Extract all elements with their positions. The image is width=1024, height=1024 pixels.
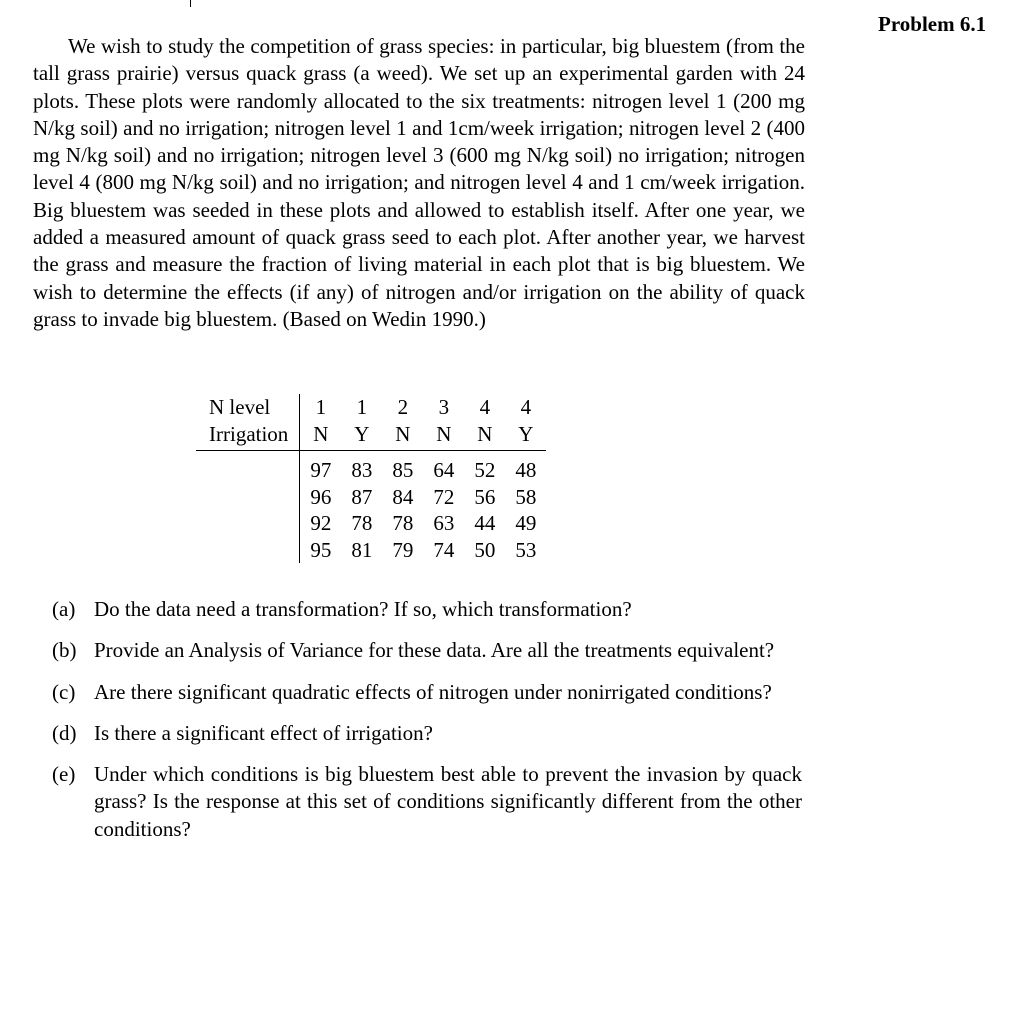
table-cell: 79: [392, 537, 414, 562]
table-cell: 81: [351, 537, 373, 562]
n-level-cell: 1: [300, 394, 342, 421]
table-row: [196, 537, 546, 564]
question-label: (b): [52, 638, 77, 663]
irrigation-cell: N: [300, 421, 342, 451]
table-cell: 92: [300, 510, 342, 537]
n-level-cell: 1: [356, 395, 368, 419]
n-level-cell: 2: [397, 395, 409, 419]
table-cell: 48: [515, 458, 537, 482]
n-level-header-row: [196, 394, 546, 421]
irrigation-cell: Y: [341, 421, 382, 451]
n-level-cell: 4: [479, 395, 491, 419]
table-cell: 84: [392, 484, 414, 509]
table-cell: 78: [351, 511, 373, 535]
question-text: Is there a significant effect of irrigation?: [94, 720, 433, 745]
table-cell: 56: [474, 484, 496, 509]
question-item: [52, 679, 802, 706]
table-cell: 85: [392, 458, 414, 482]
table-row: [196, 451, 546, 484]
table-row: [196, 510, 546, 537]
irrigation-cell: N: [464, 421, 505, 451]
question-label: (e): [52, 762, 76, 787]
question-item: [52, 596, 802, 623]
n-level-cell: 3: [438, 395, 450, 419]
irrigation-cell: N: [423, 421, 464, 451]
question-text: Under which conditions is big bluestem best able to prevent the invasion by quack grass? Is the response at this set of conditions significantly different from the other conditions?: [94, 762, 802, 841]
question-item: [52, 720, 802, 747]
question-label: (d): [52, 720, 77, 745]
row-head-empty: [196, 537, 300, 564]
irrigation-header-row: [196, 421, 546, 451]
problem-label: Problem 6.1: [878, 12, 987, 36]
table-cell: 78: [392, 511, 414, 535]
table-cell: 96: [300, 484, 342, 511]
table-cell: 97: [300, 451, 342, 484]
irrigation-cell: N: [382, 421, 423, 451]
row-head-empty: [196, 510, 300, 537]
table-cell: 72: [433, 484, 455, 509]
table-row: [196, 484, 546, 511]
table-cell: 44: [474, 511, 496, 535]
question-text: Provide an Analysis of Variance for these data. Are all the treatments equivalent?: [94, 638, 775, 663]
table-cell: 95: [300, 537, 342, 564]
question-label: (a): [52, 597, 76, 621]
row-head-empty: [196, 451, 300, 484]
question-label: (c): [52, 679, 76, 704]
table-cell: 53: [515, 537, 537, 562]
question-text: Are there significant quadratic effects of nitrogen under nonirrigated conditions?: [94, 679, 772, 704]
n-level-cell: 4: [520, 395, 532, 419]
table-cell: 74: [433, 537, 455, 562]
table-cell: 50: [474, 537, 496, 562]
table-cell: 87: [351, 484, 373, 509]
question-list: [52, 596, 802, 857]
data-table: [196, 394, 546, 563]
row-head-empty: [196, 484, 300, 511]
n-level-label: N level: [209, 395, 271, 419]
problem-intro-paragraph: We wish to study the competition of grass species: in particular, big bluestem (from the tall grass prairie) versus quack grass (a weed). We set up an experimental garden with 24 plots. These plots were randomly allocated to the six treatments: nitrogen level 1 (200 mg N/kg soil) and no irrigation; nitrogen level 1 and 1cm/week irrigation; nitrogen level 2 (400 mg N/kg soil) and no irrigation; nitrogen level 3 (600 mg N/kg soil) no irrigation; nitrogen level 4 (800 mg N/kg soil) and no irrigation; and nitrogen level 4 and 1 cm/week irrigation. Big bluestem was seeded in these plots and allowed to establish itself. After one year, we added a measured amount of quack grass seed to each plot. After another year, we harvest the grass and measure the fraction of living material in each plot that is big bluestem. We wish to determine the effects (if any) of nitrogen and/or irrigation on the ability of quack grass to invade big bluestem. (Based on Wedin 1990.): [33, 34, 805, 331]
irrigation-label: Irrigation: [196, 421, 300, 451]
table-cell: 63: [433, 511, 455, 535]
table-cell: 64: [433, 458, 455, 482]
top-margin-tick: [190, 0, 191, 7]
table-cell: 52: [474, 458, 496, 482]
table-cell: 49: [515, 511, 537, 535]
table-cell: 58: [515, 484, 537, 509]
question-item: [52, 637, 802, 664]
question-text: Do the data need a transformation? If so, which transformation?: [94, 597, 632, 621]
table-cell: 83: [351, 458, 373, 482]
irrigation-cell: Y: [505, 421, 546, 451]
question-item: [52, 761, 802, 843]
